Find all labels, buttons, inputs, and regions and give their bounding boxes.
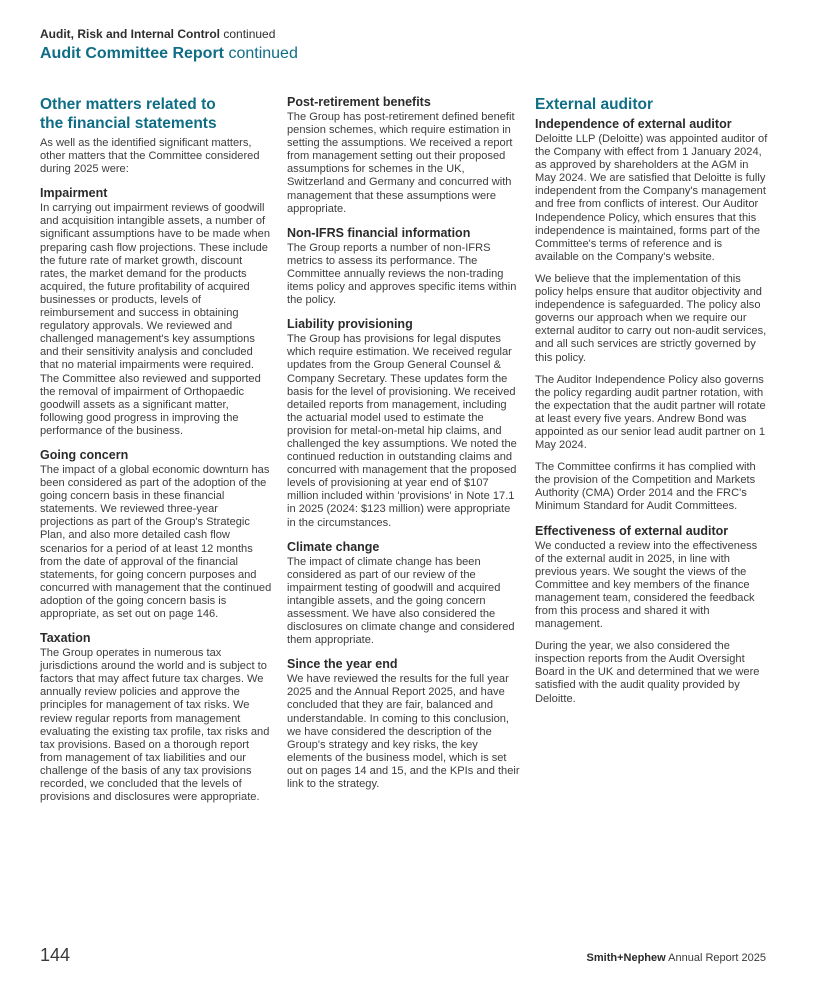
impairment-heading: Impairment [40,186,108,201]
effectiveness-para-1: We conducted a review into the effectiveness of the external audit in 2025, in line with previous years. We sought the views of the Committee and key members of the finance management team, considered the feedback from this process and shared it with management. [535,539,758,631]
going-concern-body: The impact of a global economic downturn has been considered as part of the adoption of the going concern basis in these financial statements. We reviewed three-year projections as part of the Group's Strategic Plan, and also more detailed cash flow scenarios for a period of at least 12 months from the date of approval of the financial statements, for going concern purposes and concurred with management that the continued adoption of the going concern basis is appropriate, as set out on page 146. [40,463,272,620]
post-retirement-heading: Post-retirement benefits [287,95,431,109]
independence-para-4: The Committee confirms it has complied with the provision of the Competition and Markets Authority (CMA) Order 2014 and the FRC's Minimum Standard for Audit Committees. [535,461,756,513]
non-ifrs-heading: Non-IFRS financial information [287,225,471,240]
column-external-auditor [535,95,768,706]
other-matters-title [40,95,273,133]
impairment-body: In carrying out impairment reviews of goodwill and acquisition intangible assets, a number of significant assumptions have to be made when preparing cash flow projections. These include the future rate of market growth, discount rates, the market demand for the products acquired, the future profitability of acquired businesses or products, levels of reimbursement and success in obtaining regulatory approvals. We reviewed and challenged management's key assumptions and their sensitivity analysis and concluded that no material impairments were required. The Committee also reviewed and supported the removal of impairment of Orthopaedic goodwill assets as a significant matter, following good progress in improving the performance of the business. [40,202,271,437]
report-heading [40,44,298,64]
external-auditor-title: External auditor [535,96,653,113]
going-concern-heading: Going concern [40,447,129,462]
footer-publication [587,951,766,965]
report-continued: continued [224,45,298,62]
climate-change-body: The impact of climate change has been considered as part of our review of the impairment testing of goodwill and acquired intangible assets, and the going concern assessment. We have also considered the disclosures on climate change and considered them appropriate. [287,555,515,647]
section-title: Audit, Risk and Internal Control [40,27,221,41]
liability-provisioning-body: The Group has provisions for legal disputes which require estimation. We received regular updates from the Group General Counsel & Company Secretary. These updates form the basis for the level of provisioning. We received detailed reports from management, including the actuarial model used to estimate the provision for metal-on-metal hip claims, and challenged the key assumptions. We noted the continued reduction in outstanding claims and concurred with management that the proposed levels of provisioning at year end of $107 million included within 'provisions' in Note 17.1 in 2025 (2024: $123 million) were appropriate in the circumstances. [287,333,517,529]
taxation-heading: Taxation [40,631,91,646]
other-matters-title-line1: Other matters related to [40,96,216,113]
climate-change-heading: Climate change [287,539,380,554]
since-year-end-body: We have reviewed the results for the full year 2025 and the Annual Report 2025, and have concluded that they are fair, balanced and understandable. In coming to this conclusion, we have considered the description of the Group's strategy and key risks, the key elements of the business model, which is set out on pages 14 and 15, and the KPIs and their link to the strategy. [287,673,520,791]
non-ifrs-body: The Group reports a number of non-IFRS metrics to assess its performance. The Committee annually reviews the non-trading items policy and approves specific items within the policy. [287,241,517,307]
since-year-end-heading: Since the year end [287,657,398,672]
publication-title: Annual Report 2025 [665,952,766,964]
section-heading [40,26,298,42]
column-other-matters [40,95,273,804]
brand-name: Smith+Nephew [586,952,666,964]
report-title: Audit Committee Report [40,45,224,62]
page-header [40,26,298,64]
independence-para-2: We believe that the implementation of this policy helps ensure that auditor objectivity and independence is safeguarded. The policy also governs our approach when we require our external auditor to carry out non-audit services, and all such services are strictly governed by this policy. [535,272,767,364]
independence-heading: Independence of external auditor [535,117,732,131]
taxation-body: The Group operates in numerous tax jurisdictions around the world and is subject to factors that may affect future tax charges. We annually review policies and approve the principles for management of tax risks. We review regular reports from management evaluating the existing tax profile, tax risks and tax provisions. Based on a thorough report from management of tax liabilities and our challenge of the basis of any tax provisions recorded, we concluded that the levels of provisions and disclosures were appropriate. [40,647,270,804]
independence-para-3: The Auditor Independence Policy also governs the policy regarding audit partner rotation, with the expectation that the audit partner will rotate at least every five years. Andrew Bond was appointed as our senior lead audit partner on 1 May 2024. [535,373,766,452]
liability-provisioning-heading: Liability provisioning [287,317,413,332]
section-continued: continued [220,27,276,41]
post-retirement-body: The Group has post-retirement defined benefit pension schemes, which require estimation in setting the assumptions. We received a report from management setting out their proposed assumptions for schemes in the UK, Switzerland and Germany and concurred with management that these assumptions were appropriate. [287,111,515,215]
page-number: 144 [40,945,71,965]
effectiveness-heading: Effectiveness of external auditor [535,523,729,538]
column-accounting-matters [287,95,521,791]
independence-para-1: Deloitte LLP (Deloitte) was appointed auditor of the Company with effect from 1 January 2024, as approved by shareholders at the AGM in May 2024. We are satisfied that Deloitte is fully independent from the Company's management and free from conflicts of interest. Our Auditor Independence Policy, which ensures that this independence is maintained, forms part of the Committee's terms of reference and is available on the Company's website. [535,133,768,263]
other-matters-title-line2: the financial statements [40,115,217,132]
effectiveness-para-2: During the year, we also considered the inspection reports from the Audit Oversight Board in the UK and determined that we were satisfied with the audit quality provided by Deloitte. [535,640,760,705]
other-matters-intro: As well as the identified significant matters, other matters that the Committee considered during 2025 were: [40,137,260,176]
